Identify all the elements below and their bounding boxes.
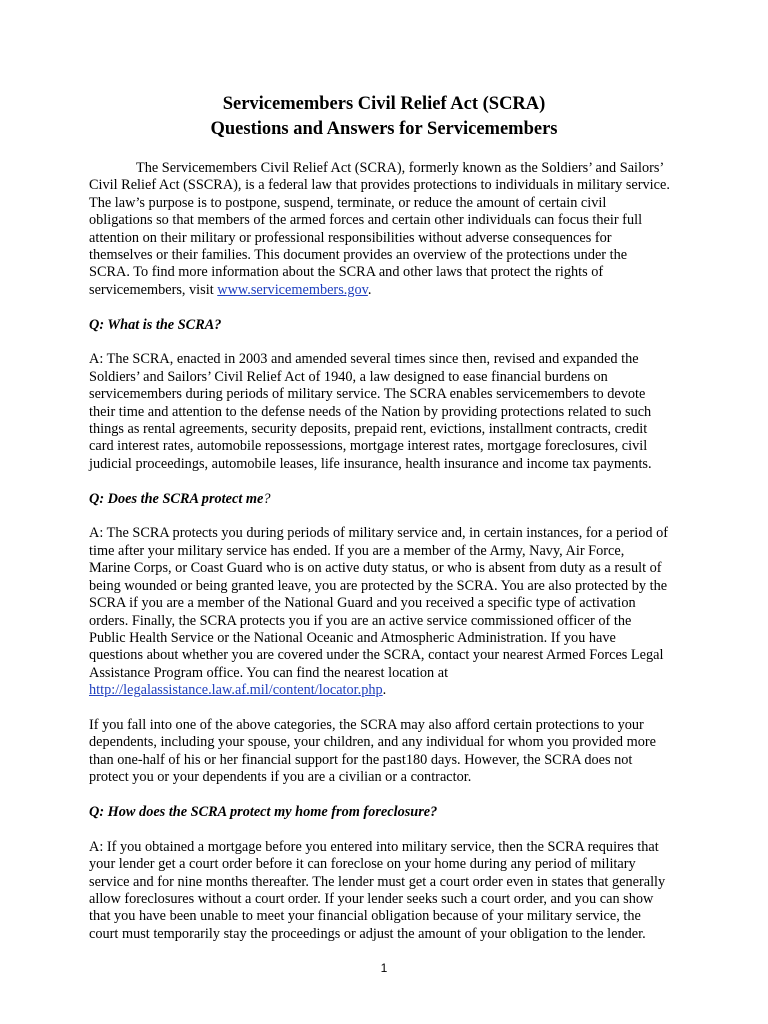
text-line: Civil Relief Act (SSCRA), is a federal law that provides protections to individuals in military service. (89, 177, 670, 194)
text-fragment: . (382, 682, 387, 699)
followup-paragraph (89, 717, 689, 787)
text-line: The Servicemembers Civil Relief Act (SCRA), formerly known as the Soldiers’ and Sailors’ (136, 160, 665, 176)
text-line: your lender get a court order before it can foreclose on your home during any period of military (89, 856, 636, 873)
title-line-2: Questions and Answers for Servicemembers (210, 119, 558, 139)
text-line: SCRA if you are a member of the National Guard and you received a specific type of activation (89, 595, 636, 612)
text-line: judicial proceedings, automobile leases, life insurance, health insurance and income tax payments. (89, 455, 652, 472)
intro-paragraph (89, 160, 689, 299)
text-line: The law’s purpose is to postpone, suspend, terminate, or reduce the amount of certain civil (89, 194, 607, 211)
text-line: than one-half of his or her financial support for the past180 days. However, the SCRA does not (89, 751, 633, 768)
text-line: court must temporarily stay the proceedings or adjust the amount of your obligation to the lender. (89, 925, 646, 942)
text-line: A: The SCRA protects you during periods of military service and, in certain instances, for a period of (89, 525, 669, 542)
text-line: orders. Finally, the SCRA protects you if you are an active service commissioned officer of the (89, 612, 632, 629)
text-line: protect you or your dependents if you are a civilian or a contractor. (89, 769, 472, 786)
question-text: Q: Does the SCRA protect me (89, 490, 264, 507)
text-line: themselves or their families. This document provides an overview of the protections under the (89, 247, 628, 264)
text-line (89, 682, 689, 699)
document-title (0, 92, 768, 142)
text-line: time after your military service has ended. If you are a member of the Army, Navy, Air Force, (89, 542, 625, 559)
document-body (89, 160, 689, 961)
text-line (89, 282, 689, 299)
text-line: being wounded or being granted leave, you are protected by the SCRA. You are also protected by the (89, 577, 668, 594)
answer-paragraph (89, 839, 689, 943)
text-fragment: . (367, 281, 372, 298)
text-line: questions about whether you are covered under the SCRA, contact your nearest Armed Forces Legal (89, 647, 664, 664)
text-line: their time and attention to the defense needs of the Nation by providing protections related to such (89, 403, 652, 420)
text-line: allow foreclosures without a court order. If your lender seeks such a court order, and you can show (89, 890, 654, 907)
text-line: that you have been unable to meet your financial obligation because of your military service, the (89, 908, 641, 925)
text-line: SCRA. To find more information about the SCRA and other laws that protect the rights of (89, 264, 604, 281)
question-heading (89, 491, 689, 508)
text-line: attention on their military or professional responsibilities without adverse consequences for (89, 229, 612, 246)
text-line: A: If you obtained a mortgage before you entered into military service, then the SCRA requires that (89, 838, 659, 855)
question-mark: ? (263, 490, 271, 507)
text-line: Assistance Program office. You can find the nearest location at (89, 664, 449, 681)
answer-paragraph (89, 351, 689, 473)
page-number: 1 (380, 961, 388, 975)
text-line: service and for nine months thereafter. The lender must get a court order even in states that generally (89, 873, 666, 890)
text-line: A: The SCRA, enacted in 2003 and amended several times since then, revised and expanded the (89, 351, 639, 368)
text-line: Marine Corps, or Coast Guard who is on active duty status, or who is absent from duty as a result of (89, 560, 662, 577)
text-fragment: servicemembers, visit (89, 281, 218, 298)
question-heading: Q: What is the SCRA? (89, 316, 222, 333)
question-heading: Q: How does the SCRA protect my home from foreclosure? (89, 803, 438, 820)
legal-assistance-locator-link[interactable]: http://legalassistance.law.af.mil/content/locator.php (89, 682, 383, 699)
text-line: card interest rates, automobile repossessions, mortgage interest rates, mortgage foreclosures, civil (89, 438, 648, 455)
text-line: If you fall into one of the above categories, the SCRA may also afford certain protections to your (89, 716, 644, 733)
text-line: dependents, including your spouse, your children, and any individual for whom you provided more (89, 734, 656, 751)
text-line: servicemembers during periods of military service. The SCRA enables servicemembers to devote (89, 386, 646, 403)
title-line-1: Servicemembers Civil Relief Act (SCRA) (222, 94, 546, 114)
servicemembers-gov-link[interactable]: www.servicemembers.gov (217, 281, 368, 298)
text-line: Soldiers’ and Sailors’ Civil Relief Act of 1940, a law designed to ease financial burdens on (89, 368, 608, 385)
text-line: things as rental agreements, security deposits, prepaid rent, evictions, installment contracts, credit (89, 421, 648, 438)
text-line: Public Health Service or the National Oceanic and Atmospheric Administration. If you have (89, 629, 616, 646)
text-line: obligations so that members of the armed forces and certain other individuals can focus their full (89, 212, 643, 229)
answer-paragraph (89, 525, 689, 699)
